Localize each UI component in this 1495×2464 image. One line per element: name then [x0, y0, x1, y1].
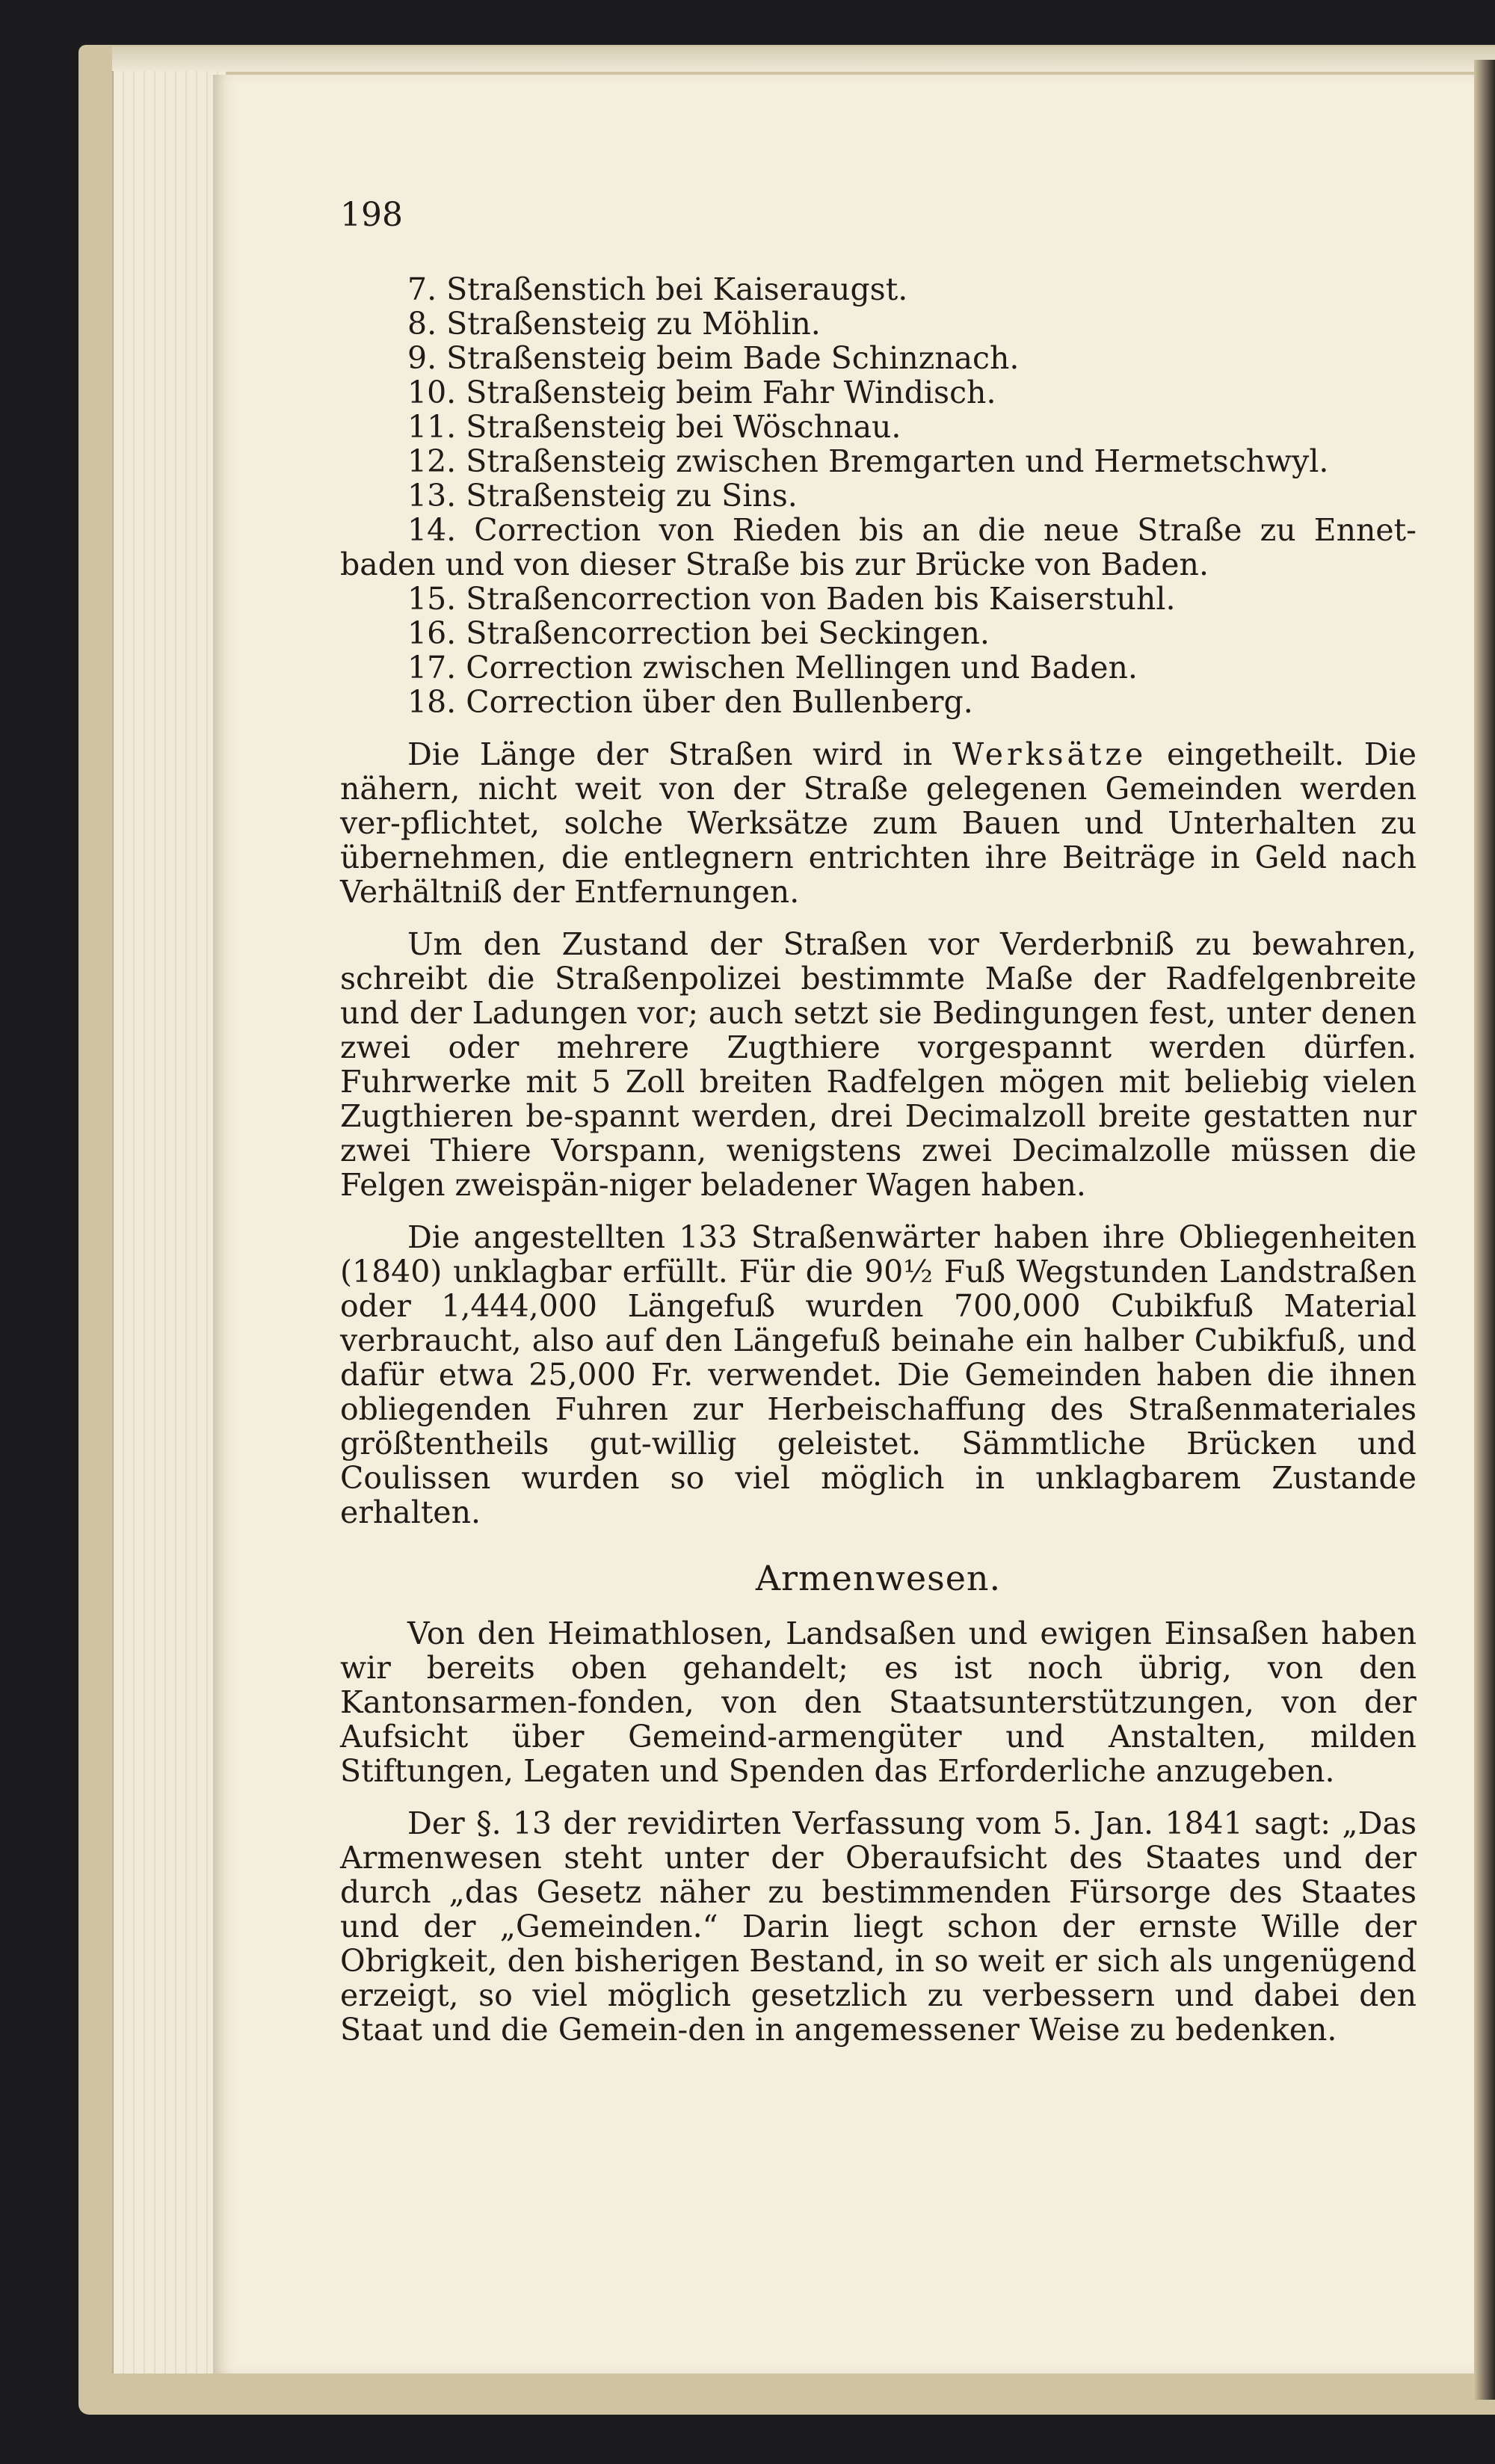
list-item: 13. Straßensteig zu Sins.: [407, 478, 798, 514]
book-top-edge: [112, 46, 1495, 72]
book-right-edge: [1474, 60, 1495, 2400]
page-text: [340, 196, 1417, 2047]
list-item: 7. Straßenstich bei Kaiseraugst.: [407, 271, 908, 307]
paragraph-text: Die Länge der Straßen wird in: [407, 736, 933, 772]
list-item: 14. Correction von Rieden bis an die neue Straße zu Ennet-baden und von dieser Straße bis zur Brücke von Baden.: [340, 512, 1417, 582]
list-item: 8. Straßensteig zu Möhlin.: [407, 306, 821, 342]
emphasized-term: Werksätze: [952, 736, 1147, 772]
paragraph-text: eingetheilt. Die nähern, nicht weit von der Straße gelegenen Gemeinden werden ver-pflichtet, solche Werksätze zum Bauen und Unterhalten zu übernehmen, die entlegnern entrichten ihre Beiträge in Geld nach Verhältniß der Entfernungen.: [340, 736, 1417, 910]
paragraph-strassenpolizei: Um den Zustand der Straßen vor Verderbniß zu bewahren, schreibt die Straßenpolizei bestimmte Maße der Radfelgenbreite und der Ladungen vor; auch setzt sie Bedingungen fest, unter denen zwei oder mehrere Zugthiere vorgespannt werden dürfen. Fuhrwerke mit 5 Zoll breiten Radfelgen mögen mit beliebig vielen Zugthieren be-spannt werden, drei Decimalzoll breite gestatten nur zwei Thiere Vorspann, wenigstens zwei Decimalzolle müssen die Felgen zweispän-niger beladener Wagen haben.: [340, 926, 1417, 1203]
list-item: 15. Straßencorrection von Baden bis Kaiserstuhl.: [407, 581, 1176, 617]
paragraph-strassenwaerter: Die angestellten 133 Straßenwärter haben ihre Obliegenheiten (1840) unklagbar erfüllt. Für die 90½ Fuß Wegstunden Landstraßen oder 1,444,000 Längefuß wurden 700,000 Cubikfuß Material verbraucht, also auf den Längefuß beinahe ein halber Cubikfuß, und dafür etwa 25,000 Fr. verwendet. Die Gemeinden haben die ihnen obliegenden Fuhren zur Herbeischaffung des Straßenmateriales größtentheils gut-willig geleistet. Sämmtliche Brücken und Coulissen wurden so viel möglich in unklagbarem Zustande erhalten.: [340, 1219, 1417, 1530]
list-item: 9. Straßensteig beim Bade Schinznach.: [407, 340, 1020, 376]
paragraph-verfassung: Der §. 13 der revidirten Verfassung vom 5. Jan. 1841 sagt: „Das Armenwesen steht unter der Oberaufsicht des Staates und der durch „das Gesetz näher zu bestimmenden Fürsorge des Staates und der „Gemeinden.“ Darin liegt schon der ernste Wille der Obrigkeit, den bisherigen Bestand, in so weit er sich als ungenügend erzeigt, so viel möglich gesetzlich zu verbessern und dabei den Staat und die Gemein-den in angemessener Weise zu bedenken.: [340, 1805, 1417, 2048]
list-item: 16. Straßencorrection bei Seckingen.: [407, 615, 990, 651]
paragraph-werksaetze: [340, 737, 1417, 909]
section-heading: Armenwesen.: [755, 1558, 1002, 1598]
list-item: 11. Straßensteig bei Wöschnau.: [407, 409, 901, 445]
page-stack-edge: [112, 71, 226, 2374]
list-item: 10. Straßensteig beim Fahr Windisch.: [407, 375, 996, 410]
list-item: 12. Straßensteig zwischen Bremgarten und Hermetschwyl.: [407, 443, 1329, 479]
list-item: 18. Correction über den Bullenberg.: [407, 684, 973, 720]
road-project-list: [340, 272, 1417, 719]
paragraph-heimathlose: Von den Heimathlosen, Landsaßen und ewigen Einsaßen haben wir bereits oben gehandelt; es ist noch übrig, von den Kantonsarmen-fonden, von den Staatsunterstützungen, von der Aufsicht über Gemeind-armengüter und Anstalten, milden Stiftungen, Legaten und Spenden das Erforderliche anzugeben.: [340, 1616, 1417, 1789]
list-item: 17. Correction zwischen Mellingen und Baden.: [407, 650, 1138, 686]
page-number: 198: [340, 196, 403, 234]
